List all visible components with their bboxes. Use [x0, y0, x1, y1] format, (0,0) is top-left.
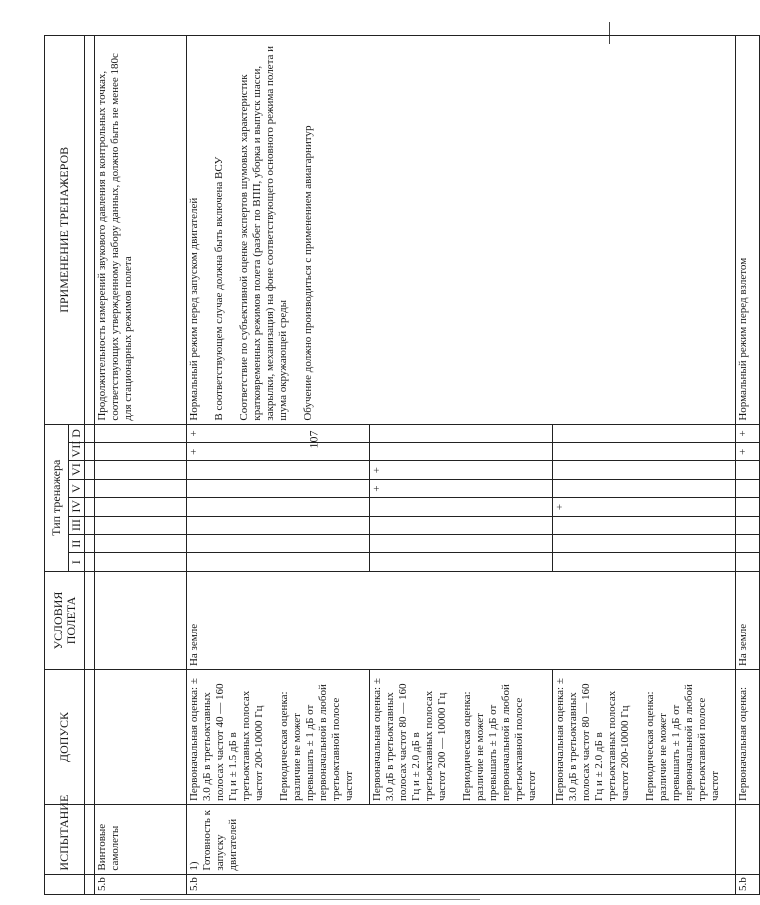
tolerance-cell: [370, 670, 553, 805]
rotated-table-wrapper: [44, 35, 749, 895]
table-row: [95, 36, 187, 895]
type-col: II: [69, 535, 85, 553]
mark-plus: +: [736, 443, 760, 461]
test-name: Винтовые самолеты: [95, 805, 187, 875]
tolerance-cell: Первоначальная оценка:: [736, 670, 760, 805]
application-text: Соответствие по субъективной оценке экспертов шумовых характеристик кратковременных режимов полета (разбег по ВПП, уборка и выпуск шасси, закрылки, механизация) на фоне соответствующего основного режима полета и шума окружающей среды: [238, 45, 289, 421]
application-text: Обучение должно производиться с применением авиагарнитур: [302, 125, 314, 421]
table-row: [187, 36, 370, 895]
header-conditions: УСЛОВИЯ ПОЛЕТА: [45, 571, 85, 669]
conditions-cell: На земле: [736, 571, 760, 669]
type-col: V: [69, 479, 85, 497]
application-text: В соответствующем случае должна быть включена ВСУ: [213, 156, 225, 421]
header-application: ПРИМЕНЕНИЕ ТРЕНАЖЕРОВ: [45, 36, 85, 425]
page-number: 107: [306, 430, 321, 449]
type-col: III: [69, 516, 85, 534]
application-cell: [187, 36, 736, 425]
header-trainer-type: Тип тренажера: [45, 424, 69, 571]
type-col: VI: [69, 461, 85, 479]
type-col: IV: [69, 498, 85, 516]
tolerance-initial: Первоначальная оценка: ± 3.0 дБ в третьоктавных полосах частот 80 — 160 Гц и ± 2.0 дБ в третьоктавных полосах частот 200-10000 Гц: [554, 678, 631, 802]
type-col: VII: [69, 443, 85, 461]
tolerance-periodic: Периодическая оценка: различие не может превышать ± 1 дБ от первоначальной в любой третьоктавной полосе частот: [644, 684, 721, 802]
mark-plus: +: [553, 498, 736, 516]
mark-plus: +: [370, 461, 553, 479]
application-text: Нормальный режим перед взлетом: [736, 36, 760, 425]
tolerance-periodic: Периодическая оценка: различие не может превышать ± 1 дБ от первоначальной в любой третьоктавной полосе частот: [278, 684, 355, 802]
row-num: 5.b: [736, 874, 760, 894]
row-num: 5.b: [187, 874, 736, 894]
header-tolerance: ДОПУСК: [45, 670, 85, 805]
row-num: 5.b: [95, 874, 187, 894]
table-row: [736, 36, 760, 895]
header-num: [45, 874, 85, 894]
application-text: Нормальный режим перед запуском двигателей: [188, 197, 200, 421]
tolerance-initial: Первоначальная оценка: ± 3.0 дБ в третьоктавных полосах частот 80 — 160 Гц и ± 2.0 дБ в третьоктавных полосах частот 200 — 10000 Гц: [371, 678, 448, 802]
conditions-cell: На земле: [187, 571, 736, 669]
mark-plus: +: [187, 424, 370, 442]
header-test: ИСПЫТАНИЕ: [45, 805, 85, 875]
application-text: Продолжительность измерений звукового давления в контрольных точках, соответствующих утвержденному набору данных, должно быть не менее 180с для стационарных режимов полета: [95, 36, 187, 425]
header-row: [45, 36, 69, 895]
tolerance-cell: [553, 670, 736, 805]
type-col: D: [69, 424, 85, 442]
tolerance-periodic: Периодическая оценка: различие не может превышать ± 1 дБ от первоначальной в любой третьоктавной полосе частот: [461, 684, 538, 802]
tolerance-cell: [187, 670, 370, 805]
margin-line: [140, 899, 480, 900]
mark-plus: +: [370, 479, 553, 497]
mark-plus: +: [736, 424, 760, 442]
spacer-row: [85, 36, 95, 895]
trainer-requirements-table: [44, 35, 760, 895]
type-col: I: [69, 553, 85, 571]
tolerance-initial: Первоначальная оценка: ± 3.0 дБ в третьоктавных полосах частот 40 — 160 Гц и ± 1.5 дБ в третьоктавных полосах частот 200-10000 Гц: [188, 678, 265, 802]
mark-plus: +: [187, 443, 370, 461]
test-name: 1) Готовность к запуску двигателей: [187, 805, 736, 875]
